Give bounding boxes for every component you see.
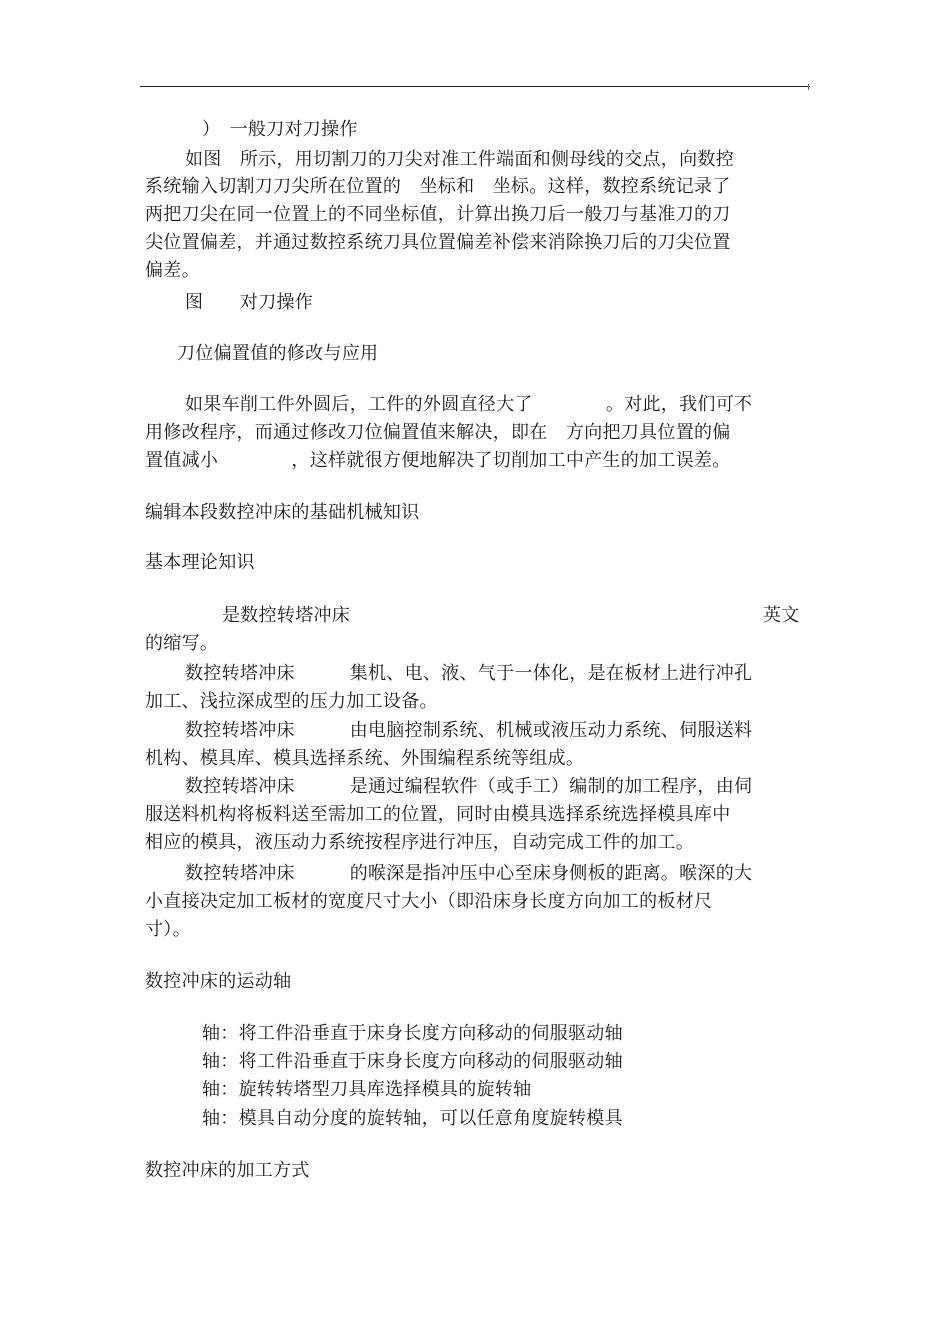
paragraph-line: 如果车削工件外圆后，工件的外圆直径大了 。对此，我们可不 [185,394,753,415]
paragraph-line: 服送料机构将板料送至需加工的位置，同时由模具选择系统选择模具库中 [145,804,731,825]
paragraph-line: 系统输入切割刀刀尖所在位置的 坐标和 坐标。这样，数控系统记录了 [145,176,731,197]
paragraph-line: 用修改程序，而通过修改刀位偏置值来解决，即在 方向把刀具位置的偏 [145,422,731,443]
section-heading-general-tool: ） 一般刀对刀操作 [202,119,358,140]
paragraph-line: 数控转塔冲床 由电脑控制系统、机械或液压动力系统、伺服送料 [185,720,753,741]
paragraph-line: 置值减小 ，这样就很方便地解决了切削加工中产生的加工误差。 [145,450,731,471]
paragraph-line: 尖位置偏差，并通过数控系统刀具位置偏差补偿来消除换刀后的刀尖位置 [145,232,731,253]
section-heading-theory: 基本理论知识 [145,552,255,573]
paragraph-line: 如图 所示，用切割刀的刀尖对准工件端面和侧母线的交点，向数控 [185,149,734,170]
section-heading-edit: 编辑本段数控冲床的基础机械知识 [145,502,420,523]
section-heading-methods: 数控冲床的加工方式 [145,1160,310,1181]
paragraph-line: 小直接决定加工板材的宽度尺寸大小（即沿床身长度方向加工的板材尺 [145,891,713,912]
paragraph-line: 数控转塔冲床 集机、电、液、气于一体化，是在板材上进行冲孔 [185,663,753,684]
paragraph-line: 相应的模具，液压动力系统按程序进行冲压，自动完成工件的加工。 [145,832,694,853]
axis-item: 轴：模具自动分度的旋转轴，可以任意角度旋转模具 [202,1108,623,1129]
section-heading-offset: 刀位偏置值的修改与应用 [177,343,379,364]
definition-text: 是数控转塔冲床 [222,605,351,626]
axis-item: 轴：将工件沿垂直于床身长度方向移动的伺服驱动轴 [202,1023,623,1044]
paragraph-line: 偏差。 [145,260,200,281]
paragraph-line: 机构、模具库、模具选择系统、外围编程系统等组成。 [145,748,585,769]
header-rule-end [808,84,809,90]
header-rule [140,86,810,87]
paragraph-line: 数控转塔冲床 的喉深是指冲压中心至床身侧板的距离。喉深的大 [185,863,753,884]
paragraph-line: 数控转塔冲床 是通过编程软件（或手工）编制的加工程序，由伺 [185,776,753,797]
definition-english-label: 英文 [763,605,800,626]
figure-caption: 图 对刀操作 [185,292,314,313]
axis-item: 轴：旋转转塔型刀具库选择模具的旋转轴 [202,1079,532,1100]
axis-item: 轴：将工件沿垂直于床身长度方向移动的伺服驱动轴 [202,1051,623,1072]
section-heading-axes: 数控冲床的运动轴 [145,971,292,992]
paragraph-line: 两把刀尖在同一位置上的不同坐标值，计算出换刀后一般刀与基准刀的刀 [145,204,731,225]
paragraph-line: 的缩写。 [145,633,219,654]
paragraph-line: 寸）。 [145,919,191,940]
paragraph-line: 加工、浅拉深成型的压力加工设备。 [145,691,438,712]
